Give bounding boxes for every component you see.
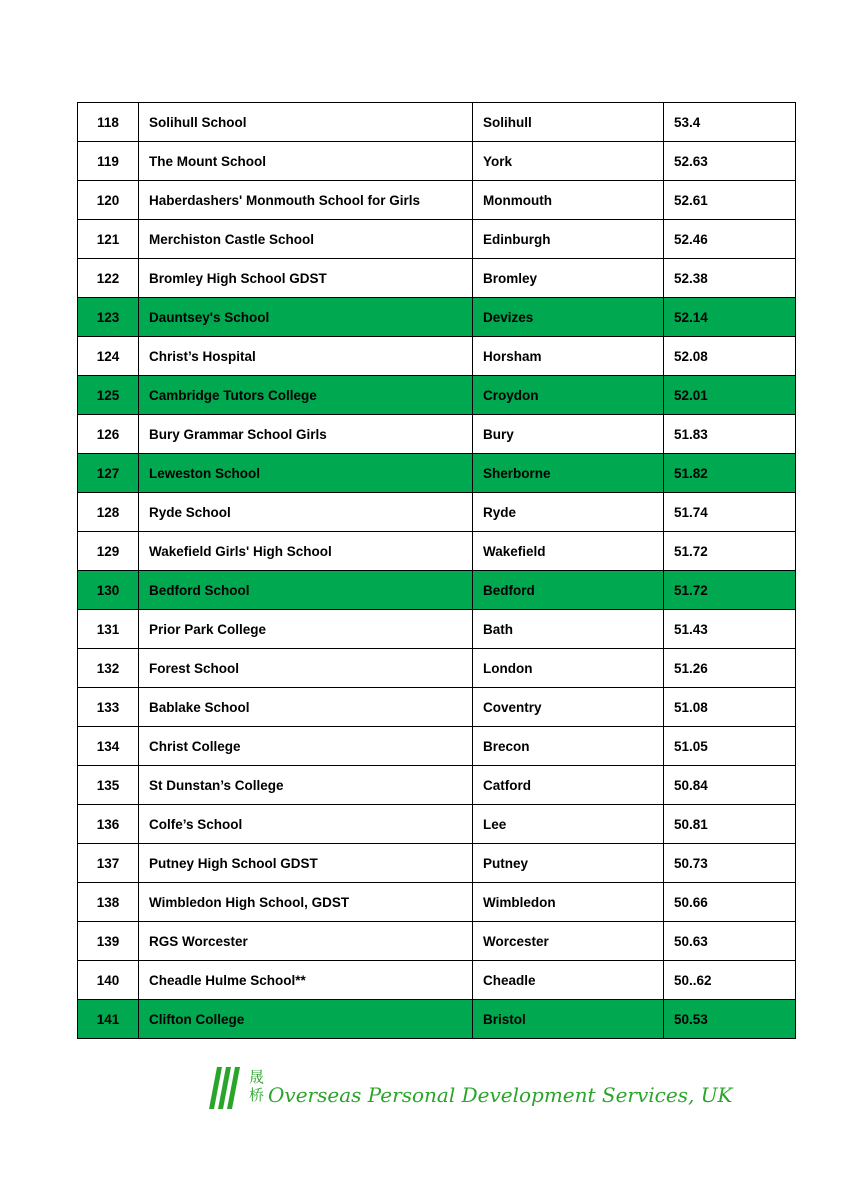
table-row [78, 298, 796, 337]
rank-cell: 140 [78, 961, 139, 1000]
table-row [78, 337, 796, 376]
logo-char-bottom: 桥 [249, 1086, 265, 1104]
score-cell: 51.72 [664, 571, 796, 610]
location-cell: Wakefield [473, 532, 664, 571]
location-cell: Bath [473, 610, 664, 649]
location-cell: Bromley [473, 259, 664, 298]
score-cell: 52.61 [664, 181, 796, 220]
location-cell: Horsham [473, 337, 664, 376]
score-cell: 51.72 [664, 532, 796, 571]
school-name-cell: The Mount School [139, 142, 473, 181]
location-cell: Bury [473, 415, 664, 454]
logo-char-top: 晟 [249, 1068, 265, 1086]
rank-cell: 118 [78, 103, 139, 142]
school-name-cell: Bromley High School GDST [139, 259, 473, 298]
school-name-cell: Cambridge Tutors College [139, 376, 473, 415]
footer-branding [209, 1064, 733, 1112]
score-cell: 52.08 [664, 337, 796, 376]
rank-cell: 136 [78, 805, 139, 844]
location-cell: Brecon [473, 727, 664, 766]
school-name-cell: Ryde School [139, 493, 473, 532]
school-name-cell: Wakefield Girls' High School [139, 532, 473, 571]
rank-cell: 130 [78, 571, 139, 610]
table-row [78, 688, 796, 727]
school-name-cell: Colfe’s School [139, 805, 473, 844]
location-cell: Bedford [473, 571, 664, 610]
location-cell: Catford [473, 766, 664, 805]
table-row [78, 181, 796, 220]
table-row [78, 883, 796, 922]
location-cell: Bristol [473, 1000, 664, 1039]
rank-cell: 141 [78, 1000, 139, 1039]
location-cell: Cheadle [473, 961, 664, 1000]
table-row [78, 220, 796, 259]
score-cell: 51.26 [664, 649, 796, 688]
score-cell: 52.14 [664, 298, 796, 337]
location-cell: Sherborne [473, 454, 664, 493]
school-name-cell: Clifton College [139, 1000, 473, 1039]
school-name-cell: RGS Worcester [139, 922, 473, 961]
score-cell: 51.05 [664, 727, 796, 766]
score-cell: 50.81 [664, 805, 796, 844]
score-cell: 52.63 [664, 142, 796, 181]
school-name-cell: Solihull School [139, 103, 473, 142]
score-cell: 51.08 [664, 688, 796, 727]
score-cell: 50.53 [664, 1000, 796, 1039]
rank-cell: 133 [78, 688, 139, 727]
score-cell: 53.4 [664, 103, 796, 142]
score-cell: 50.84 [664, 766, 796, 805]
logo-chinese-characters [249, 1068, 264, 1104]
table-row [78, 493, 796, 532]
school-name-cell: St Dunstan’s College [139, 766, 473, 805]
rank-cell: 127 [78, 454, 139, 493]
location-cell: London [473, 649, 664, 688]
score-cell: 50.63 [664, 922, 796, 961]
score-cell: 50.73 [664, 844, 796, 883]
score-cell: 52.46 [664, 220, 796, 259]
rank-cell: 135 [78, 766, 139, 805]
table-row [78, 415, 796, 454]
score-cell: 52.38 [664, 259, 796, 298]
rank-cell: 126 [78, 415, 139, 454]
location-cell: Ryde [473, 493, 664, 532]
score-cell: 50.66 [664, 883, 796, 922]
table-row [78, 142, 796, 181]
school-name-cell: Bablake School [139, 688, 473, 727]
school-name-cell: Putney High School GDST [139, 844, 473, 883]
rank-cell: 131 [78, 610, 139, 649]
location-cell: Edinburgh [473, 220, 664, 259]
score-cell: 52.01 [664, 376, 796, 415]
table-row [78, 727, 796, 766]
rank-cell: 125 [78, 376, 139, 415]
rank-cell: 119 [78, 142, 139, 181]
table-row [78, 766, 796, 805]
table-row [78, 649, 796, 688]
location-cell: Croydon [473, 376, 664, 415]
school-ranking-table [77, 102, 796, 1039]
table-row [78, 532, 796, 571]
rank-cell: 139 [78, 922, 139, 961]
score-cell: 50..62 [664, 961, 796, 1000]
rank-cell: 132 [78, 649, 139, 688]
score-cell: 51.82 [664, 454, 796, 493]
school-name-cell: Wimbledon High School, GDST [139, 883, 473, 922]
school-name-cell: Forest School [139, 649, 473, 688]
location-cell: Lee [473, 805, 664, 844]
school-name-cell: Bury Grammar School Girls [139, 415, 473, 454]
rank-cell: 124 [78, 337, 139, 376]
rank-cell: 122 [78, 259, 139, 298]
location-cell: Coventry [473, 688, 664, 727]
table-row [78, 1000, 796, 1039]
green-slanted-bars-logo-icon [209, 1067, 245, 1109]
location-cell: Monmouth [473, 181, 664, 220]
school-name-cell: Merchiston Castle School [139, 220, 473, 259]
table-row [78, 571, 796, 610]
table-row [78, 103, 796, 142]
rank-cell: 134 [78, 727, 139, 766]
location-cell: Devizes [473, 298, 664, 337]
rank-cell: 120 [78, 181, 139, 220]
school-name-cell: Christ College [139, 727, 473, 766]
school-name-cell: Cheadle Hulme School** [139, 961, 473, 1000]
school-name-cell: Christ’s Hospital [139, 337, 473, 376]
table-row [78, 844, 796, 883]
school-name-cell: Prior Park College [139, 610, 473, 649]
score-cell: 51.43 [664, 610, 796, 649]
location-cell: Worcester [473, 922, 664, 961]
table-row [78, 454, 796, 493]
location-cell: Solihull [473, 103, 664, 142]
table-row [78, 259, 796, 298]
table-row [78, 610, 796, 649]
brand-name: Overseas Personal Development Services, UK [268, 1083, 733, 1107]
location-cell: Wimbledon [473, 883, 664, 922]
rank-cell: 129 [78, 532, 139, 571]
table-row [78, 961, 796, 1000]
table-row [78, 376, 796, 415]
rank-cell: 121 [78, 220, 139, 259]
location-cell: Putney [473, 844, 664, 883]
school-name-cell: Leweston School [139, 454, 473, 493]
location-cell: York [473, 142, 664, 181]
rank-cell: 138 [78, 883, 139, 922]
rank-cell: 128 [78, 493, 139, 532]
score-cell: 51.83 [664, 415, 796, 454]
school-ranking-table-container [77, 102, 795, 1039]
school-name-cell: Haberdashers' Monmouth School for Girls [139, 181, 473, 220]
score-cell: 51.74 [664, 493, 796, 532]
rank-cell: 123 [78, 298, 139, 337]
table-row [78, 922, 796, 961]
school-name-cell: Bedford School [139, 571, 473, 610]
school-name-cell: Dauntsey's School [139, 298, 473, 337]
rank-cell: 137 [78, 844, 139, 883]
table-row [78, 805, 796, 844]
